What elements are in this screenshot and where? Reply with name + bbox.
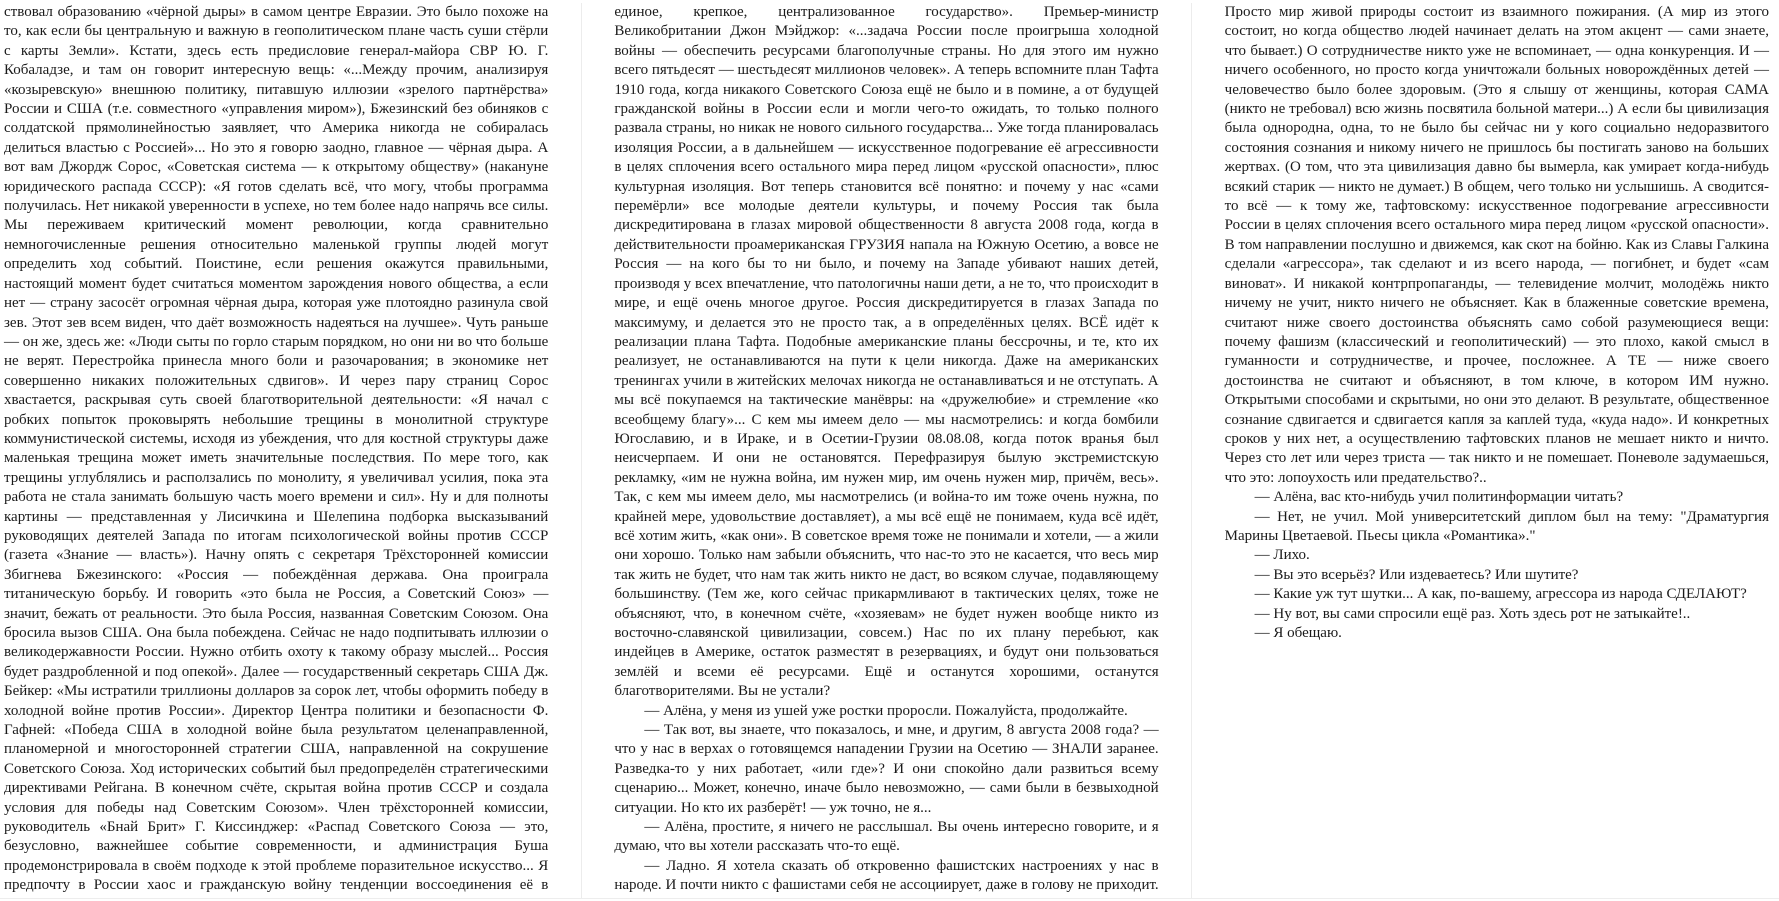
- dialogue-paragraph: — Ну вот, вы сами спросили ещё раз. Хоть здесь рот не затыкайте!..: [1254, 605, 1691, 622]
- dialogue-paragraph: — Я обещаю.: [1254, 625, 1342, 641]
- dialogue-paragraph: — Нет, не учил. Мой университетский диплом был на тему: "Драматургия Марины Цветаевой. Пьесы цикла «Романтика».": [1224, 508, 1769, 544]
- dialogue-paragraph: — Вы это всерьёз? Или издеваетесь? Или шутите?: [1254, 566, 1579, 583]
- dialogue-paragraph: — Так вот, вы знаете, что показалось, и мне, и другим, 8 августа 2008 года? — что у нас в верхах о готовящемся нападении Грузии на Осетию — ЗНАЛИ заранее. Разведка-то у них работает, «или где»? И они спокойно дали развиться всему сценарию... Может, конечно, иначе было невозможно, — сами были в безвыходной ситуации. Но кто их разберёт! — уж точно, не я...: [614, 722, 1159, 816]
- dialogue-paragraph: — Алёна, простите, я ничего не расслышал. Вы очень интересно говорите, и я думаю, что вы хотели рассказать что-то ещё.: [614, 819, 1159, 855]
- dialogue-paragraph: — Лихо.: [1254, 547, 1310, 564]
- dialogue-paragraph: — Ладно. Я хотела сказать об откровенно фашистских настроениях у нас в народе. И почти никто с фашистами себя не ассоциирует, даже в голову не приходит. Просто мир живой природы состоит из взаимного пожирания. (А мир из этого состоит, но когда общество людей начинает делать на этом акцент — сами знаете, что бывает.) О сотрудничестве никто уже не вспоминает, — одна конкуренция. И — ничего особенного, но просто когда уничтожали больных новорождённых детей — человечество было более здоровым. (Это я слышу от женщины, которая САМА (никто не требовал) всю жизнь посвятила больной матери...) А если бы цивилизация была однородна, одна, то не было бы сейчас ни у кого социально недоразвитого состояния сознания и никому ничего не пришлось бы постигать заново на больших жертвах. (О том, что эта цивилизация давно бы вымерла, как умирает когда-нибудь всякий старик — никто не думает.) В общем, чего только ни услышишь. А сводится-то всё — к тому же, тафтовскому: искусственное подогревание агрессивности России в целях сплочения всего остального мира перед лицом «русской опасности». В том направлении послушно и движемся, как скот на бойню. Как из Славы Галкина сделали «агрессора», так сделают и из всего народа, — погибнет, и будет «сам виноват». И никакой контрпропаганды, — телевидение молчит, молодёжь никто ничему не учит, никто ничего не объясняет. Как в блаженные советские времена, считают ниже своего достоинства объяснять само собой разумеющиеся вещи: почему фашизм (классический и геополитический) — это плохо, какой смысл в гуманности и сотрудничестве, и прочее, посложнее. А ТЕ — ниже своего достоинства не считают и объясняют, в том ключе, в котором ИМ нужно. Открытыми способами и скрытыми, но они это делают. В результате, общественное сознание сдвигается и сдвигается капля за каплей туда, «куда надо». И конкретных сроков у них нет, а осуществлению тафтовских планов не мешает никто и ничто. Через сто лет или через триста — так никто и не помешает. Поневоле задумаешься, что это: лопоухость или предательство?..: [614, 4, 1769, 894]
- dialogue-paragraph: — Алёна, вас кто-нибудь учил политинформации читать?: [1254, 489, 1624, 506]
- dialogue-paragraph: — Алёна, у меня из ушей уже ростки проросли. Пожалуйста, продолжайте.: [644, 702, 1128, 719]
- dialogue-paragraph: — Какие уж тут шутки... А как, по-вашему, агрессора из народа СДЕЛАЮТ?: [1254, 586, 1747, 603]
- body-paragraph: ствовал образованию «чёрной дыры» в самом центре Евразии. Это было похоже на то, как если бы центральную и важную в геополитическом плане часть суши стёрли с карты Земли». Кстати, здесь есть предисловие генерал-майора СВР Ю. Г. Кобаладзе, и там он говорит интересную вещь: «...Между прочим, анализируя «козыревскую» внешнюю политику, питавшую иллюзии «зрелого партнёрства» России и США (т.е. совместного «управления миром»), Бжезинский без обиняков с солдатской прямолинейностью заявляет, что Америка никогда не собиралась делиться властью с Россией»... Но это я говорю заодно, главное — чёрная дыра. А вот вам Джордж Сорос, «Советская система — к открытому обществу» (накануне юридического распада СССР): «Я готов сделать всё, что могу, чтобы программа получилась. Нет никакой уверенности в успехе, но тем более надо напрячь все силы. Мы переживаем критический момент революции, когда сравнительно немногочисленные решения относительно маленькой группы людей могут определить ход событий. Поистине, если решения окажутся правильными, настоящий момент будет считаться моментом зарождения нового общества, а если нет — страну засосёт огромная чёрная дыра, которая уже плотоядно разинула свой зев. Этот зев всем виден, что даёт возможность надеяться на лучшее». Чуть раньше — он же, здесь же: «Люди сыты по горло старым порядком, но они ни во что больше не верят. Перестройка принесла много боли и разочарования; в экономике нет совершенно никаких положительных сдвигов». И через пару страниц Сорос хвастается, раскрывая суть своей благотворительной деятельности: «Я начал с робких попыток проковырять небольшие трещины в монолитной структуре коммунистической системы, исходя из убеждения, что для костной структуры даже маленькая трещина может иметь значительные последствия. По мере того, как трещины углублялись и расползались по монолиту, я увеличивал усилия, пока эта работа не стала занимать большую часть моего времени и сил». Ну и для полноты картины — представленная у Лисичкина и Шелепина подборка высказываний руководящих деятелей Запада по итогам психологической войны против СССР (газета «Знание — власть»). Начну опять с секретаря Трёхсторонней комиссии Збигнева Бжезинского: «Россия — побеждённая держава. Она проиграла титаническую борьбу. И говорить «это была не Россия, а Советский Союз» — значит, бежать от реальности. Это была Россия, названная Советским Союзом. Она бросила вызов США. Она была побеждена. Сейчас не надо подпитывать иллюзии о великодержавности России. Нужно отбить охоту к такому образу мыслей... Россия будет раздробленной и под опекой». Далее — государственный секретарь США Дж. Бейкер: «Мы истратили триллионы долларов за сорок лет, чтобы оформить победу в холодной войне против России». Директор Центра политики и безопасности Ф. Гафней: «Победа США в холодной войне была результатом целенаправленной, планомерной и многосторонней стратегии США, направленной на сокрушение Советского Союза. Ход исторических событий был предопределён стратегическими директивами Рейгана. В конечном счёте, скрытая война против СССР и создала условия для победы над Советским Союзом». Член трёхсторонней комиссии, руководитель «Бнай Брит» Г. Киссинджер: «Распад Советского Союза — это, безусловно, важнейшее событие современности, и администрация Буша продемонстрировала в своём подходе к этой проблеме поразительное искусство... Я предпочту в России хаос и гражданскую войну тенденции воссоединения её в единое, крепкое, централизованное государство». Премьер-министр Великобритании Джон Мэйджор: «...задача России после проигрыша холодной войны — обеспечить ресурсами благополучные страны. Но для этого им нужно всего пятьдесят — шестьдесят миллионов человек». А теперь вспомните план Тафта 1910 года, когда никакого Советского Союза ещё не было и в помине, а от будущей гражданской войны в России если и могли чего-то ожидать, то только полного развала страны, но никак не нового сильного государства... Уже тогда планировалась изоляция России, а в дальнейшем — искусственное подогревание её агрессивности в целях сплочения всего остального мира перед лицом «русской опасности», плюс культурная изоляция. Вот теперь становится всё понятно: и почему у нас «сами перемёрли» все молодые деятели культуры, и почему Россия так была дискредитирована в глазах мировой общественности 8 августа 2008 года, когда в действительности проамериканская ГРУЗИЯ напала на Южную Осетию, а вовсе не Россия — на кого бы то ни было, и почему на Западе убивают наших детей, производя у всех впечатление, что патологичны наши дети, а не то, что происходит в мире, и ещё очень многое другое. Россия дискредитируется в глазах Запада по максимуму, и делается это не просто так, а в определённых целях. ВСЁ идёт к реализации плана Тафта. Подобные американские планы бессрочны, и те, кто их реализует, не останавливаются на пути к цели никогда. Даже на американских тренингах учили в житейских мелочах никогда не останавливаться и не отступать. А мы всё покупаемся на тактические манёвры: на «дружелюбие» и стремление «ко всеобщему благу»... С кем мы имеем дело — мы насмотрелись: и когда бомбили Югославию, и в Ираке, и в Осетии-Грузии 08.08.08, когда поток вранья был неисчерпаем. И они не остановятся. Перефразируя былую экстремистскую рекламку, «им не нужна война, им нужен мир, им очень нужен мир, причём, весь». Так, с кем мы имеем дело, мы насмотрелись (и война-то им тоже очень нужна, по крайней мере, удовольствие доставляет), а мы всё ещё не понимаем, куда всё идёт, всё хотим жить, «как они». В советское время тоже не понимали и хотели, — а жили они хорошо. Только нам забыли объяснить, что нас-то это не касается, что весь мир так жить не будет, что нам так жить никто не даст, во всяком случае, подавляющему большинству. (Тем же, кого сейчас прикармливают в тактических целях, тоже не объясняют, что, в конечном счёте, «хозяевам» не будет нужен вообще никто из восточно-славянской цивилизации, совсем.) Нас по их плану перебьют, как индейцев в Америке, остаток разместят в резервациях, и будут они пользоваться землёй и всеми её ресурсами. Ещё и останутся хорошими, останутся благотворителями. Вы не устали?: [4, 4, 1159, 894]
